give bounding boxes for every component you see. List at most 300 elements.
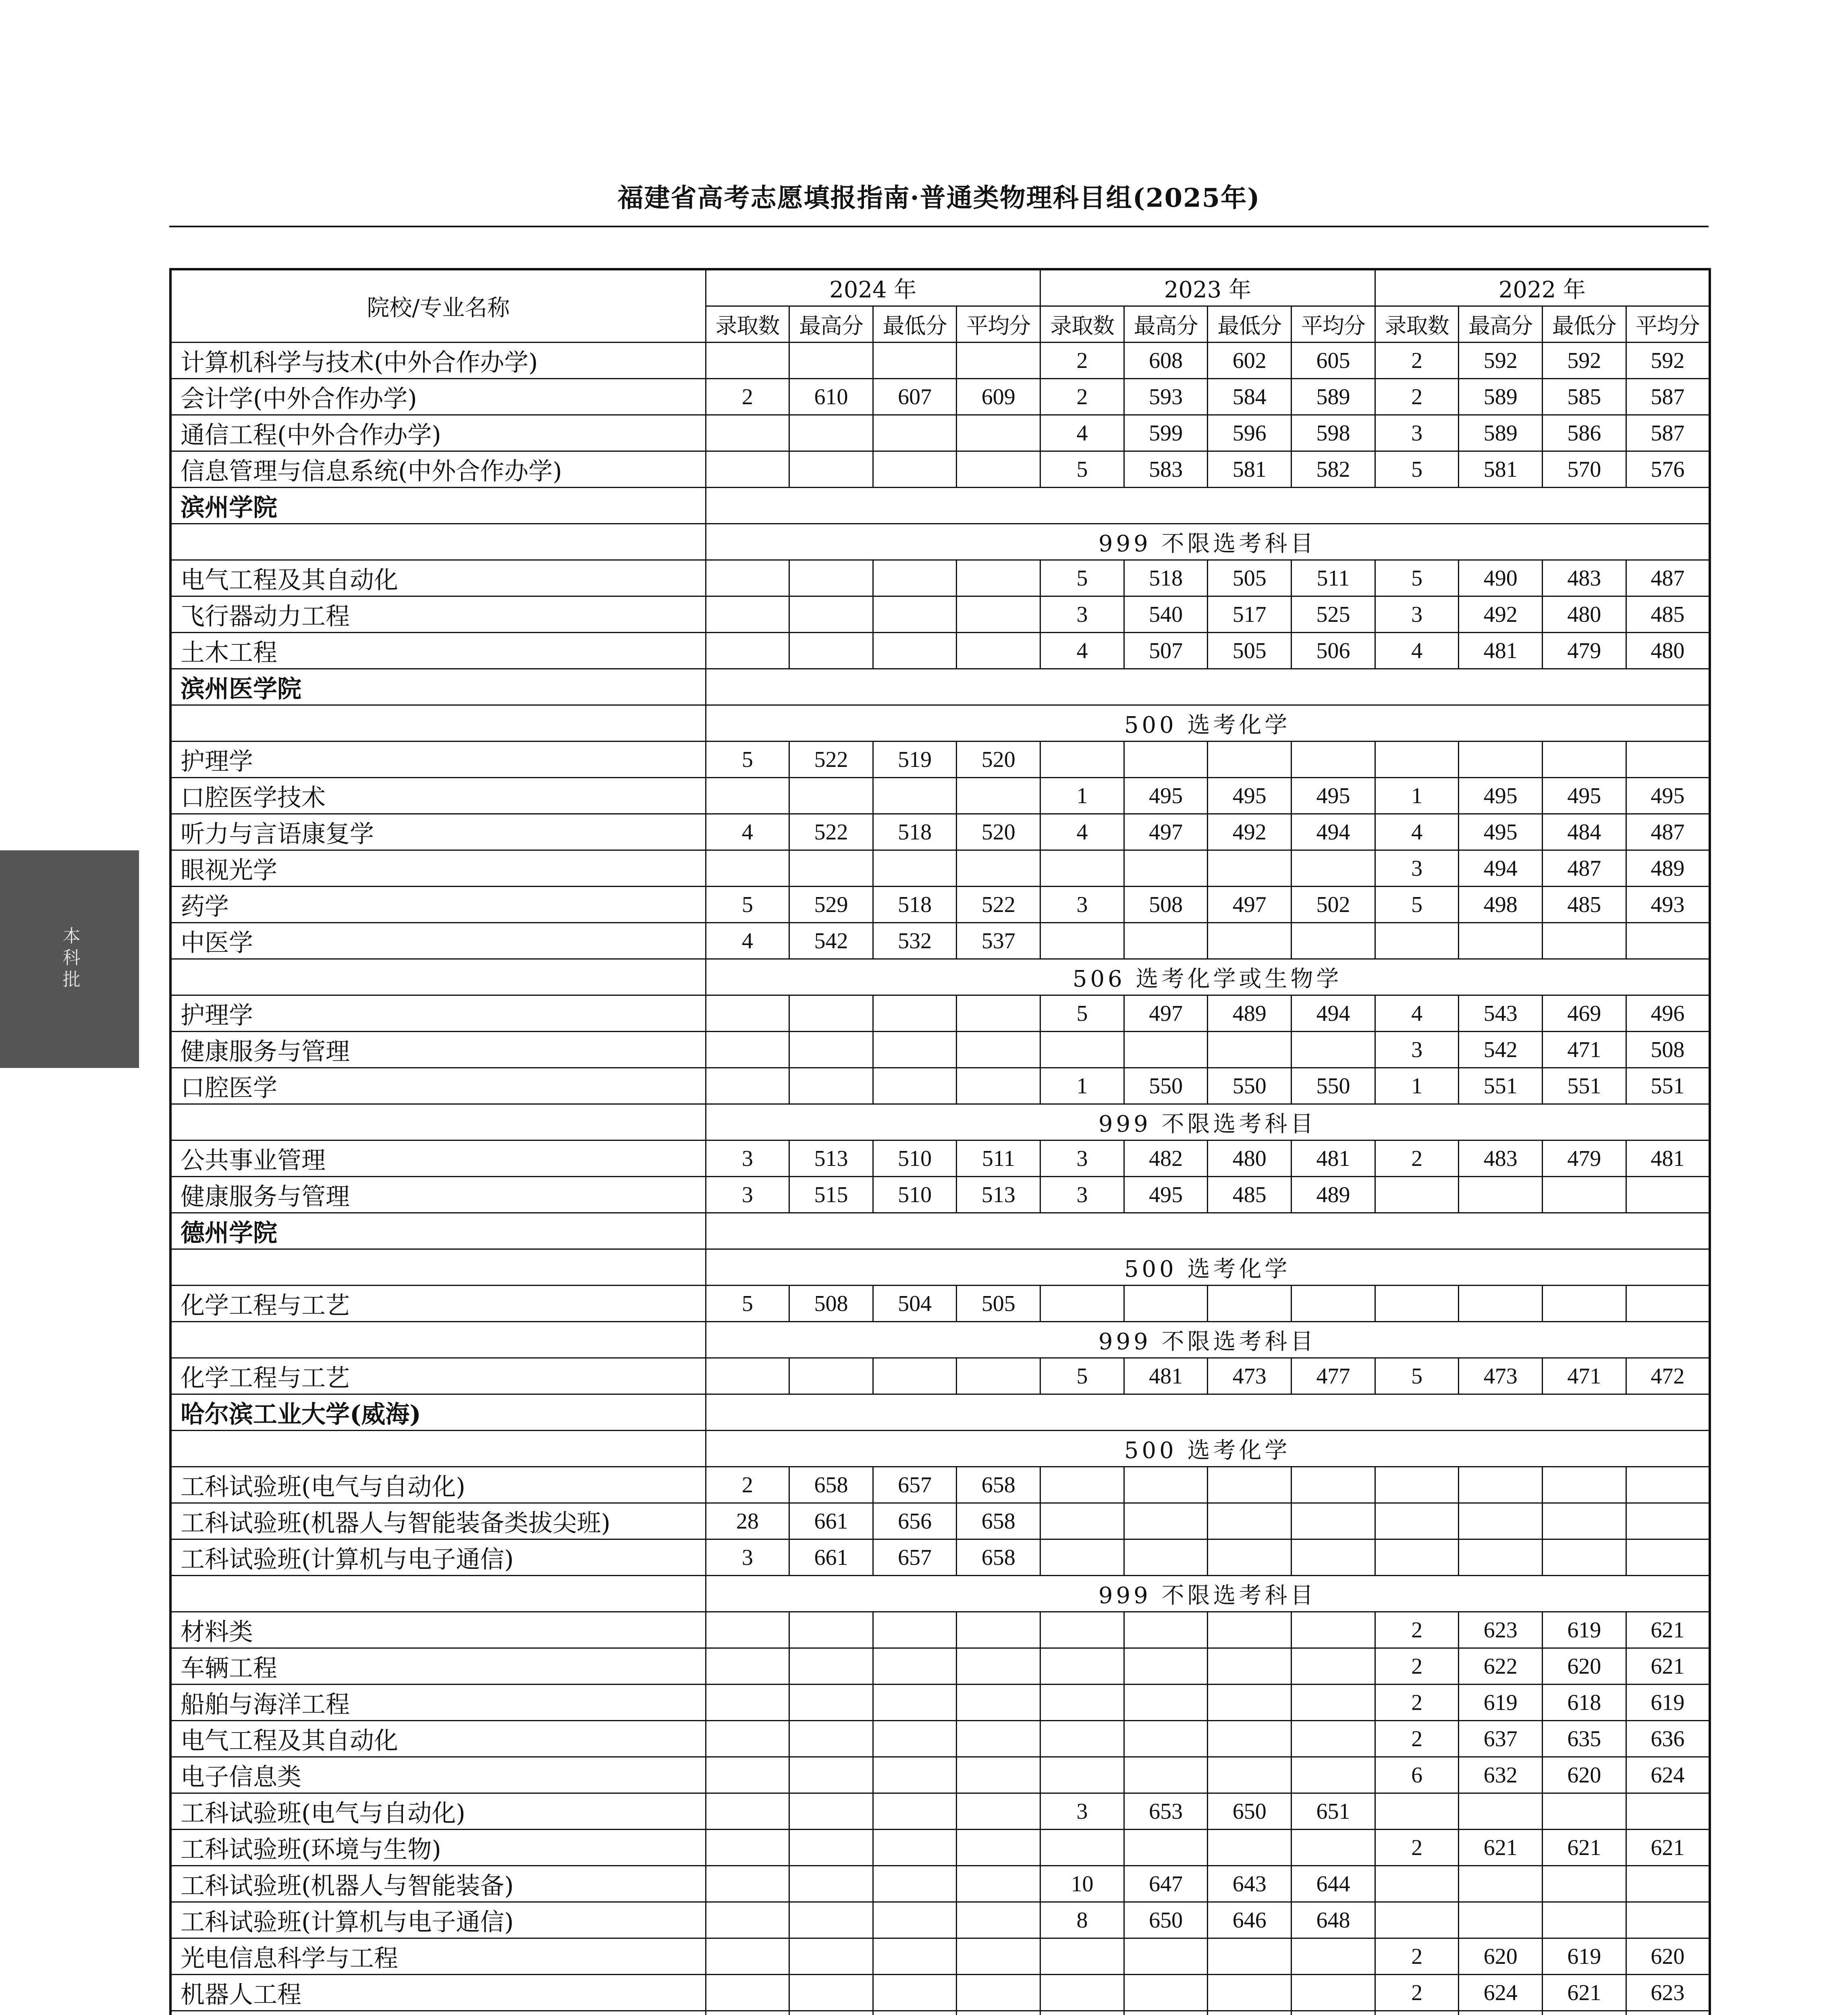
score-cell (873, 1793, 957, 1830)
score-cell (789, 1032, 873, 1068)
score-cell: 504 (873, 1286, 957, 1322)
score-cell: 529 (789, 887, 873, 923)
major-name: 化学工程与工艺 (170, 1286, 706, 1322)
major-name: 飞行器动力工程 (170, 596, 706, 633)
score-cell: 508 (1626, 1032, 1710, 1068)
score-cell (1626, 1866, 1710, 1902)
major-name: 光电信息科学与工程 (170, 1938, 706, 1975)
year-header-2022: 2022 年 (1375, 269, 1710, 306)
subject-requirement-row (170, 959, 1710, 995)
score-cell (706, 2011, 789, 2015)
score-cell: 3 (1040, 1793, 1124, 1830)
table-row (170, 633, 1710, 669)
score-cell (1292, 2011, 1375, 2015)
score-cell: 592 (1626, 343, 1710, 379)
score-cell: 589 (1459, 415, 1543, 451)
score-cell (1543, 742, 1626, 778)
score-cell (1292, 1032, 1375, 1068)
score-cell (1208, 1612, 1292, 1648)
school-row (170, 1394, 1710, 1431)
score-cell: 658 (957, 1539, 1040, 1576)
score-cell: 3 (706, 1177, 789, 1213)
subject-requirement-row (170, 1249, 1710, 1286)
score-cell (873, 1757, 957, 1793)
score-cell (706, 1648, 789, 1685)
major-name: 电气工程及其自动化 (170, 1721, 706, 1757)
score-cell: 497 (1124, 995, 1208, 1032)
score-cell (873, 1830, 957, 1866)
table-row (170, 451, 1710, 488)
score-cell (1208, 742, 1292, 778)
table-row (170, 1830, 1710, 1866)
score-cell (1040, 1539, 1124, 1576)
score-cell: 608 (1124, 343, 1208, 379)
score-cell (1124, 923, 1208, 959)
score-cell: 508 (789, 1286, 873, 1322)
score-cell: 481 (1124, 1358, 1208, 1394)
header-rule (169, 226, 1709, 227)
score-cell (706, 1830, 789, 1866)
score-cell: 495 (1124, 778, 1208, 814)
major-name: 健康服务与管理 (170, 1177, 706, 1213)
major-name: 护理学 (170, 995, 706, 1032)
score-cell: 4 (1375, 814, 1459, 850)
score-cell: 647 (1124, 1866, 1208, 1902)
major-name: 公共事业管理 (170, 1140, 706, 1177)
score-cell: 5 (1040, 451, 1124, 488)
score-cell (1375, 1503, 1459, 1539)
score-cell (1040, 850, 1124, 887)
table-row (170, 1140, 1710, 1177)
score-cell (706, 1938, 789, 1975)
subject-requirement: 999 不限选考科目 (706, 1104, 1710, 1140)
score-cell (1292, 850, 1375, 887)
score-cell (873, 2011, 957, 2015)
score-cell: 473 (1208, 1358, 1292, 1394)
score-cell (957, 451, 1040, 488)
score-cell (1208, 850, 1292, 887)
subheader-cell: 最低分 (1208, 306, 1292, 343)
score-cell (957, 2011, 1040, 2015)
score-cell: 2 (706, 379, 789, 415)
score-cell (1124, 1286, 1208, 1322)
table-row (170, 850, 1710, 887)
score-cell: 550 (1292, 1068, 1375, 1104)
score-cell (706, 1757, 789, 1793)
score-cell: 515 (789, 1177, 873, 1213)
score-cell: 650 (1208, 1793, 1292, 1830)
score-cell (789, 1902, 873, 1938)
subject-requirement-row (170, 1322, 1710, 1358)
score-cell (1375, 1902, 1459, 1938)
score-cell (789, 1938, 873, 1975)
score-cell (1208, 1467, 1292, 1503)
score-cell: 479 (1543, 633, 1626, 669)
table-row (170, 887, 1710, 923)
subject-requirement-row (170, 524, 1710, 560)
major-name: 听力与言语康复学 (170, 814, 706, 850)
score-cell (873, 1612, 957, 1648)
score-cell: 505 (1208, 633, 1292, 669)
score-cell: 592 (1543, 343, 1626, 379)
score-cell (1208, 1503, 1292, 1539)
score-cell: 623 (1459, 1612, 1543, 1648)
score-cell (1375, 923, 1459, 959)
score-cell (1292, 1721, 1375, 1757)
score-cell: 656 (873, 1503, 957, 1539)
score-cell: 485 (1626, 596, 1710, 633)
major-name: 会计学(中外合作办学) (170, 379, 706, 415)
score-cell (1626, 1793, 1710, 1830)
score-cell (1124, 742, 1208, 778)
subheader-cell: 最低分 (1543, 306, 1626, 343)
table-row (170, 1902, 1710, 1938)
score-cell: 646 (1208, 1902, 1292, 1938)
requirement-blank (170, 1431, 706, 1467)
score-cell (1040, 1648, 1124, 1685)
table-row (170, 1539, 1710, 1576)
score-cell (1124, 1032, 1208, 1068)
score-cell (1040, 1685, 1124, 1721)
score-cell (1208, 1975, 1292, 2011)
score-cell (957, 1793, 1040, 1830)
score-cell: 507 (1124, 633, 1208, 669)
score-cell (1626, 742, 1710, 778)
table-row (170, 1757, 1710, 1793)
score-cell: 2 (1375, 1938, 1459, 1975)
score-cell (1208, 1539, 1292, 1576)
score-cell: 3 (1375, 596, 1459, 633)
score-cell: 3 (1375, 415, 1459, 451)
major-name: 机器人工程 (170, 1975, 706, 2011)
subheader-cell: 平均分 (957, 306, 1040, 343)
score-cell: 511 (1292, 560, 1375, 596)
score-cell (1124, 1975, 1208, 2011)
table-row (170, 1648, 1710, 1685)
score-cell: 471 (1543, 1032, 1626, 1068)
score-cell: 532 (873, 923, 957, 959)
major-name: 健康服务与管理 (170, 1032, 706, 1068)
table-row (170, 343, 1710, 379)
score-cell (1292, 1757, 1375, 1793)
table-body (170, 343, 1710, 2015)
side-tab (0, 850, 139, 1068)
score-cell (1292, 1975, 1375, 2011)
score-cell (1124, 850, 1208, 887)
score-cell (706, 778, 789, 814)
score-cell (1543, 923, 1626, 959)
score-cell: 481 (1292, 1140, 1375, 1177)
score-cell (873, 415, 957, 451)
major-name: 护理学 (170, 742, 706, 778)
score-cell: 2 (1375, 379, 1459, 415)
score-cell (957, 596, 1040, 633)
score-cell: 477 (1292, 1358, 1375, 1394)
score-cell: 620 (1626, 1938, 1710, 1975)
score-cell: 2 (1375, 1975, 1459, 2011)
table-row (170, 1721, 1710, 1757)
score-cell: 489 (1626, 850, 1710, 887)
score-cell (1375, 1467, 1459, 1503)
score-cell: 543 (1459, 995, 1543, 1032)
score-cell: 540 (1124, 596, 1208, 633)
score-cell: 4 (1040, 415, 1124, 451)
score-cell: 658 (789, 1467, 873, 1503)
score-cell (706, 1866, 789, 1902)
subject-requirement: 506 选考化学或生物学 (706, 959, 1710, 995)
table-row (170, 1503, 1710, 1539)
score-cell: 648 (1292, 1902, 1375, 1938)
score-cell (957, 1902, 1040, 1938)
score-cell: 632 (1459, 1757, 1543, 1793)
score-cell (873, 633, 957, 669)
score-cell (706, 1685, 789, 1721)
side-tab-label: 本科批 (59, 926, 80, 992)
score-cell: 5 (1040, 560, 1124, 596)
subheader-cell: 平均分 (1626, 306, 1710, 343)
score-cell: 1 (1375, 778, 1459, 814)
score-cell: 621 (1543, 1830, 1626, 1866)
score-cell (1626, 1177, 1710, 1213)
score-cell: 5 (706, 742, 789, 778)
score-cell (1292, 1938, 1375, 1975)
score-cell (789, 1793, 873, 1830)
score-cell: 495 (1459, 778, 1543, 814)
score-cell (1292, 1612, 1375, 1648)
score-cell (873, 1358, 957, 1394)
score-cell (1040, 1286, 1124, 1322)
score-cell: 2 (1040, 343, 1124, 379)
score-cell: 5 (706, 887, 789, 923)
score-cell: 661 (789, 1503, 873, 1539)
score-cell: 581 (1208, 451, 1292, 488)
page-header-title: 福建省高考志愿填报指南·普通类物理科目组(2025年) (617, 183, 1260, 213)
score-cell (706, 1068, 789, 1104)
score-cell (957, 1612, 1040, 1648)
score-cell (1208, 2011, 1292, 2015)
score-cell: 5 (706, 1286, 789, 1322)
major-name (170, 2011, 706, 2015)
score-cell: 636 (1626, 1721, 1710, 1757)
score-cell (1375, 2011, 1459, 2015)
score-cell: 517 (1208, 596, 1292, 633)
score-cell (1208, 923, 1292, 959)
score-cell: 2 (1375, 343, 1459, 379)
score-cell: 589 (1459, 379, 1543, 415)
score-cell (1124, 1938, 1208, 1975)
score-cell (789, 2011, 873, 2015)
subheader-cell: 录取数 (1375, 306, 1459, 343)
year-header-2023: 2023 年 (1040, 269, 1375, 306)
school-row (170, 1213, 1710, 1249)
score-cell (789, 1975, 873, 2011)
major-name: 口腔医学技术 (170, 778, 706, 814)
major-name: 计算机科学与技术(中外合作办学) (170, 343, 706, 379)
subheader-cell: 录取数 (1040, 306, 1124, 343)
score-cell (1626, 1467, 1710, 1503)
major-name: 药学 (170, 887, 706, 923)
table-row (170, 415, 1710, 451)
score-cell: 502 (1292, 887, 1375, 923)
name-column-header: 院校/专业名称 (170, 269, 706, 343)
score-cell (706, 1975, 789, 2011)
score-cell (1040, 923, 1124, 959)
score-cell (1040, 2011, 1124, 2015)
score-cell: 3 (706, 1140, 789, 1177)
score-cell (1040, 1938, 1124, 1975)
score-cell (873, 596, 957, 633)
score-cell: 525 (1292, 596, 1375, 633)
score-cell: 620 (1459, 1938, 1543, 1975)
score-cell: 484 (1543, 814, 1626, 850)
requirement-blank (170, 1322, 706, 1358)
score-cell (1626, 2011, 1710, 2015)
score-cell (789, 596, 873, 633)
score-cell: 658 (957, 1467, 1040, 1503)
score-cell: 1 (1040, 1068, 1124, 1104)
score-cell (957, 633, 1040, 669)
subheader-cell: 录取数 (706, 306, 789, 343)
score-cell (1543, 1902, 1626, 1938)
score-cell: 485 (1208, 1177, 1292, 1213)
score-cell: 506 (1292, 633, 1375, 669)
score-cell: 5 (1375, 887, 1459, 923)
score-cell (873, 1902, 957, 1938)
score-cell: 494 (1292, 995, 1375, 1032)
major-name: 工科试验班(计算机与电子通信) (170, 1539, 706, 1576)
table-row (170, 923, 1710, 959)
score-cell: 487 (1626, 560, 1710, 596)
score-cell (706, 633, 789, 669)
major-name: 化学工程与工艺 (170, 1358, 706, 1394)
score-cell (957, 1866, 1040, 1902)
score-cell (789, 451, 873, 488)
score-cell (706, 1721, 789, 1757)
score-cell (1626, 1503, 1710, 1539)
score-cell (1375, 1177, 1459, 1213)
score-cell: 489 (1292, 1177, 1375, 1213)
score-cell: 483 (1543, 560, 1626, 596)
school-name: 哈尔滨工业大学(威海) (170, 1394, 706, 1431)
score-cell (1459, 1793, 1543, 1830)
table-row (170, 1467, 1710, 1503)
major-name: 工科试验班(计算机与电子通信) (170, 1902, 706, 1938)
major-name: 通信工程(中外合作办学) (170, 415, 706, 451)
score-cell (957, 343, 1040, 379)
score-cell (1040, 1503, 1124, 1539)
score-cell: 487 (1626, 814, 1710, 850)
score-cell: 519 (873, 742, 957, 778)
score-cell: 3 (1040, 1177, 1124, 1213)
school-row-blank (706, 1394, 1710, 1431)
score-cell: 4 (706, 923, 789, 959)
table-row (170, 379, 1710, 415)
score-cell: 598 (1292, 415, 1375, 451)
school-row-blank (706, 488, 1710, 524)
subject-requirement: 500 选考化学 (706, 705, 1710, 742)
subheader-cell: 平均分 (1292, 306, 1375, 343)
score-cell (706, 1032, 789, 1068)
score-cell: 494 (1459, 850, 1543, 887)
score-cell (1040, 742, 1124, 778)
score-cell (1375, 1286, 1459, 1322)
score-cell: 2 (706, 1467, 789, 1503)
major-name: 船舶与海洋工程 (170, 1685, 706, 1721)
table-row (170, 1286, 1710, 1322)
score-cell: 2 (1040, 379, 1124, 415)
score-cell (1459, 1902, 1543, 1938)
score-cell: 619 (1543, 1612, 1626, 1648)
score-cell: 5 (1040, 1358, 1124, 1394)
score-cell: 3 (1375, 850, 1459, 887)
score-cell (873, 343, 957, 379)
score-cell: 620 (1543, 1648, 1626, 1685)
subject-requirement-row (170, 1431, 1710, 1467)
major-name: 口腔医学 (170, 1068, 706, 1104)
score-cell: 657 (873, 1467, 957, 1503)
score-cell (1543, 1286, 1626, 1322)
score-cell (873, 560, 957, 596)
score-cell: 610 (789, 379, 873, 415)
table-row (170, 1938, 1710, 1975)
score-cell: 587 (1626, 379, 1710, 415)
score-cell (957, 1975, 1040, 2011)
score-cell (1292, 923, 1375, 959)
subheader-cell: 最高分 (789, 306, 873, 343)
table-row (170, 1032, 1710, 1068)
score-cell: 592 (1459, 343, 1543, 379)
score-cell: 497 (1124, 814, 1208, 850)
subject-requirement: 500 选考化学 (706, 1431, 1710, 1467)
score-cell: 2 (1375, 1648, 1459, 1685)
score-cell: 2 (1375, 1685, 1459, 1721)
subject-requirement: 999 不限选考科目 (706, 524, 1710, 560)
score-cell: 4 (1040, 633, 1124, 669)
subject-requirement: 999 不限选考科目 (706, 1322, 1710, 1358)
table-row (170, 1068, 1710, 1104)
score-cell (1459, 742, 1543, 778)
score-cell: 511 (957, 1140, 1040, 1177)
school-row (170, 669, 1710, 705)
score-cell (957, 1648, 1040, 1685)
score-cell: 621 (1543, 1975, 1626, 2011)
score-cell (1124, 1685, 1208, 1721)
score-cell: 622 (1459, 1648, 1543, 1685)
score-cell (1292, 1467, 1375, 1503)
score-cell: 2 (1375, 1612, 1459, 1648)
score-cell: 496 (1626, 995, 1710, 1032)
score-cell: 1 (1040, 778, 1124, 814)
requirement-blank (170, 1104, 706, 1140)
score-cell: 522 (957, 887, 1040, 923)
score-cell (1124, 1539, 1208, 1576)
score-cell (706, 596, 789, 633)
score-cell: 494 (1292, 814, 1375, 850)
subject-requirement: 999 不限选考科目 (706, 1576, 1710, 1612)
school-name: 滨州医学院 (170, 669, 706, 705)
major-name: 工科试验班(环境与生物) (170, 1830, 706, 1866)
major-name: 中医学 (170, 923, 706, 959)
score-cell (1543, 1177, 1626, 1213)
subject-requirement-row (170, 705, 1710, 742)
score-cell (957, 1938, 1040, 1975)
score-cell (789, 778, 873, 814)
score-cell (1124, 1648, 1208, 1685)
score-cell (957, 1032, 1040, 1068)
score-cell (1292, 1503, 1375, 1539)
score-cell (957, 560, 1040, 596)
score-cell: 4 (706, 814, 789, 850)
